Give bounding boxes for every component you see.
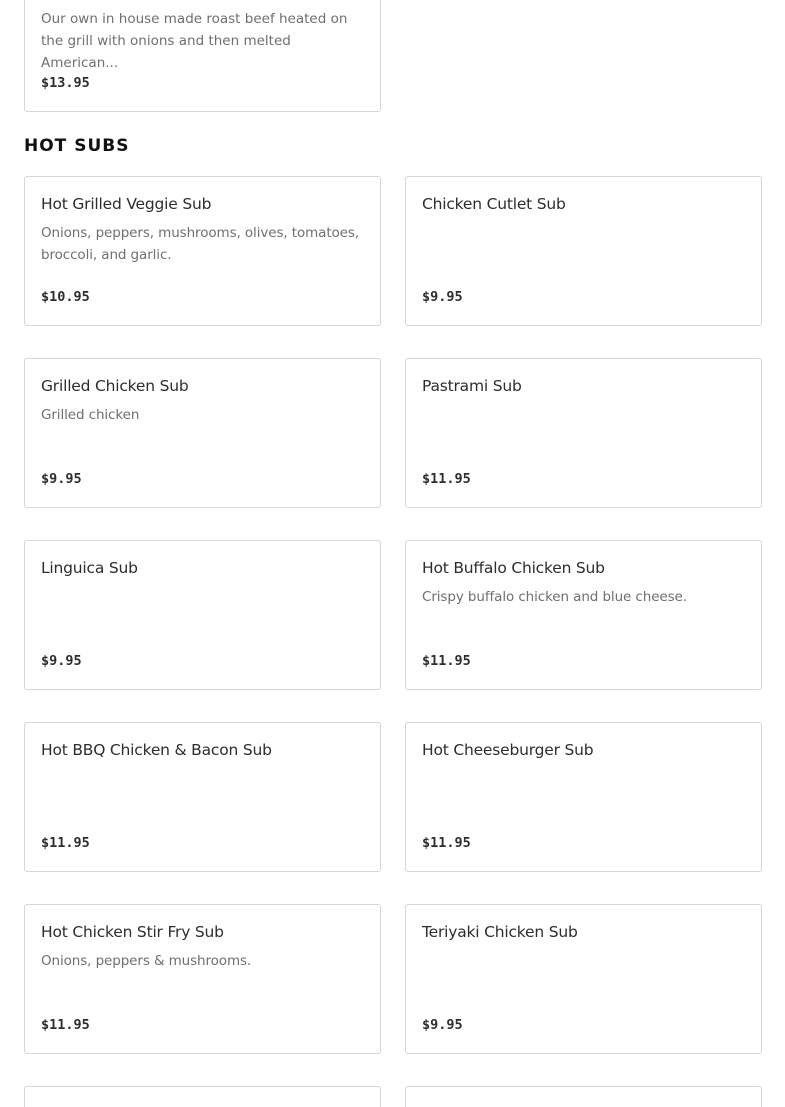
menu-item-price: $9.95 bbox=[41, 653, 82, 669]
menu-item-price: $11.95 bbox=[422, 835, 471, 851]
menu-item-price: $11.95 bbox=[422, 471, 471, 487]
menu-item-card-previous[interactable] bbox=[24, 0, 381, 112]
menu-item-name: Hot Chicken Stir Fry Sub bbox=[41, 923, 224, 941]
menu-item-name: Hot Cheeseburger Sub bbox=[422, 741, 594, 759]
menu-item-price: $11.95 bbox=[422, 653, 471, 669]
menu-item-description: Crispy buffalo chicken and blue cheese. bbox=[422, 589, 687, 605]
menu-item-card-next[interactable] bbox=[405, 1086, 762, 1107]
menu-item-price: $9.95 bbox=[422, 289, 463, 305]
menu-item-price: $9.95 bbox=[41, 471, 82, 487]
menu-item-name: Chicken Cutlet Sub bbox=[422, 195, 566, 213]
menu-item-name: Teriyaki Chicken Sub bbox=[422, 923, 578, 941]
menu-item-card[interactable] bbox=[24, 540, 381, 690]
menu-item-description: Grilled chicken bbox=[41, 407, 140, 423]
menu-item-card[interactable] bbox=[24, 904, 381, 1054]
menu-item-card[interactable] bbox=[24, 722, 381, 872]
menu-item-card[interactable] bbox=[405, 540, 762, 690]
menu-item-name: Pastrami Sub bbox=[422, 377, 522, 395]
menu-item-card-next[interactable] bbox=[24, 1086, 381, 1107]
menu-item-card[interactable] bbox=[24, 358, 381, 508]
menu-item-card[interactable] bbox=[405, 358, 762, 508]
section-title: HOT SUBS bbox=[24, 136, 130, 156]
menu-item-price: $10.95 bbox=[41, 289, 90, 305]
menu-item-price: $13.95 bbox=[41, 75, 90, 91]
menu-item-description: Our own in house made roast beef heated on the grill with onions and then melted American... bbox=[41, 11, 348, 71]
menu-item-name: Hot Buffalo Chicken Sub bbox=[422, 559, 605, 577]
menu-item-description: Onions, peppers, mushrooms, olives, tomatoes, broccoli, and garlic. bbox=[41, 225, 360, 263]
menu-item-description: Onions, peppers & mushrooms. bbox=[41, 953, 252, 969]
menu-item-price: $11.95 bbox=[41, 835, 90, 851]
menu-item-price: $11.95 bbox=[41, 1017, 90, 1033]
menu-item-card[interactable] bbox=[405, 176, 762, 326]
menu-item-card[interactable] bbox=[405, 904, 762, 1054]
menu-item-name: Linguica Sub bbox=[41, 559, 138, 577]
menu-item-name: Grilled Chicken Sub bbox=[41, 377, 189, 395]
menu-item-price: $9.95 bbox=[422, 1017, 463, 1033]
menu-item-card[interactable] bbox=[24, 176, 381, 326]
menu-item-name: Hot BBQ Chicken & Bacon Sub bbox=[41, 741, 272, 759]
menu-item-name: Hot Grilled Veggie Sub bbox=[41, 195, 212, 213]
menu-item-card[interactable] bbox=[405, 722, 762, 872]
